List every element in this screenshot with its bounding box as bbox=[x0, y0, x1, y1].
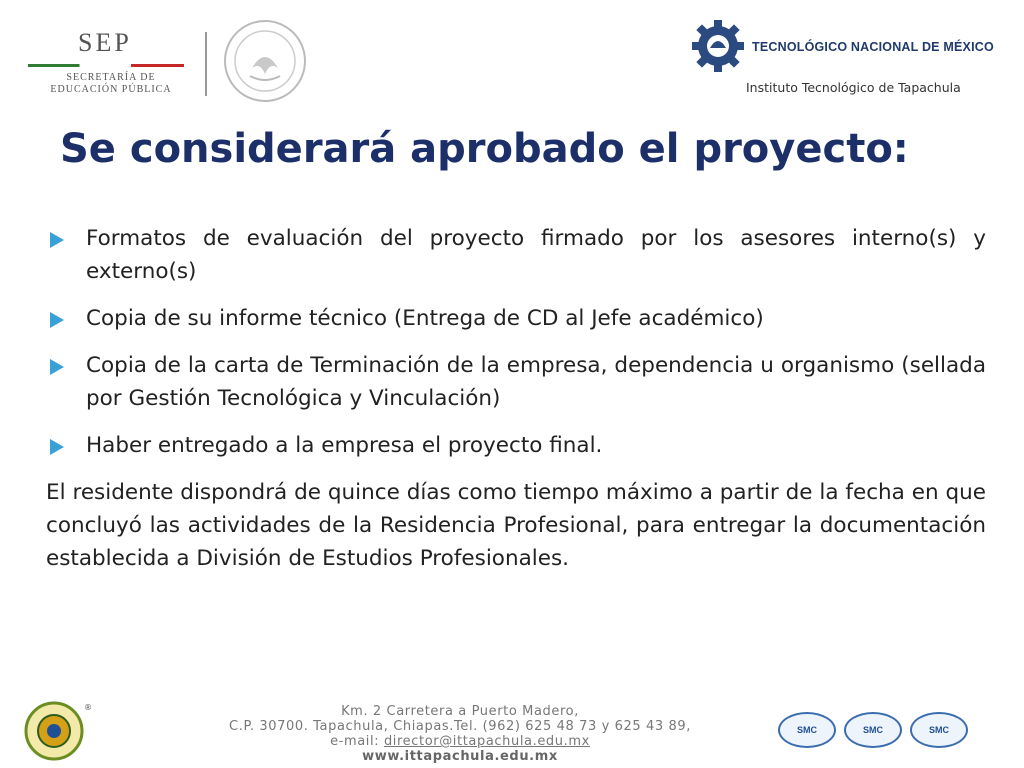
certification-badge-icon: SMC bbox=[910, 712, 968, 748]
header-divider bbox=[205, 32, 207, 96]
bullet-item bbox=[46, 222, 986, 288]
sep-logo-subtitle-line2: EDUCACIÓN PÚBLICA bbox=[50, 84, 172, 95]
bullet-text: Formatos de evaluación del proyecto firmado por los asesores interno(s) y externo(s) bbox=[86, 226, 986, 284]
tecnm-logo bbox=[690, 18, 1010, 98]
footer-address bbox=[200, 704, 720, 764]
bullet-text: Copia de su informe técnico (Entrega de CD al Jefe académico) bbox=[86, 306, 764, 331]
certification-badges bbox=[778, 712, 968, 748]
bullet-item bbox=[46, 302, 986, 335]
tecnm-gear-icon bbox=[690, 18, 746, 74]
footer-email-line bbox=[200, 734, 720, 749]
bullet-arrow-icon bbox=[50, 312, 64, 328]
slide-title: Se considerará aprobado el proyecto: bbox=[60, 126, 909, 172]
bullet-item bbox=[46, 349, 986, 415]
certification-badge-icon: SMC bbox=[844, 712, 902, 748]
footer-email-label: e-mail: bbox=[330, 734, 384, 749]
sep-logo-stripe bbox=[28, 64, 184, 67]
tecnm-name: TECNOLÓGICO NACIONAL DE MÉXICO bbox=[752, 40, 994, 54]
sep-logo-subtitle-line1: SECRETARÍA DE bbox=[66, 72, 156, 83]
bullet-text: Copia de la carta de Terminación de la empresa, dependencia u organismo (sellada por Gestión Tecnológica y Vinculación) bbox=[86, 353, 986, 411]
bullet-item bbox=[46, 429, 986, 462]
slide-content bbox=[46, 222, 986, 575]
certification-badge-icon: SMC bbox=[778, 712, 836, 748]
closing-paragraph: El residente dispondrá de quince días como tiempo máximo a partir de la fecha en que concluyó las actividades de la Residencia Profesional, para entregar la documentación establecida a División de Estudios Profesionales. bbox=[46, 480, 986, 571]
bullet-arrow-icon bbox=[50, 359, 64, 375]
footer-website-link[interactable]: www.ittapachula.edu.mx bbox=[362, 749, 558, 764]
bullet-text: Haber entregado a la empresa el proyecto final. bbox=[86, 433, 603, 458]
institute-name: Instituto Tecnológico de Tapachula bbox=[746, 80, 961, 95]
sep-logo-word: SEP bbox=[78, 28, 132, 57]
footer-address-line2: C.P. 30700. Tapachula, Chiapas.Tel. (962) 625 48 73 y 625 43 89, bbox=[229, 719, 691, 734]
anniversary-emblem-icon bbox=[18, 700, 90, 762]
bullet-arrow-icon bbox=[50, 232, 64, 248]
footer-email-link[interactable]: director@ittapachula.edu.mx bbox=[383, 734, 590, 749]
svg-text:®: ® bbox=[84, 703, 92, 712]
bullet-arrow-icon bbox=[50, 439, 64, 455]
footer-address-line1: Km. 2 Carretera a Puerto Madero, bbox=[341, 704, 579, 719]
sep-logo-subtitle bbox=[46, 72, 176, 96]
sep-logo bbox=[28, 28, 188, 98]
mexico-seal-icon bbox=[222, 18, 308, 104]
